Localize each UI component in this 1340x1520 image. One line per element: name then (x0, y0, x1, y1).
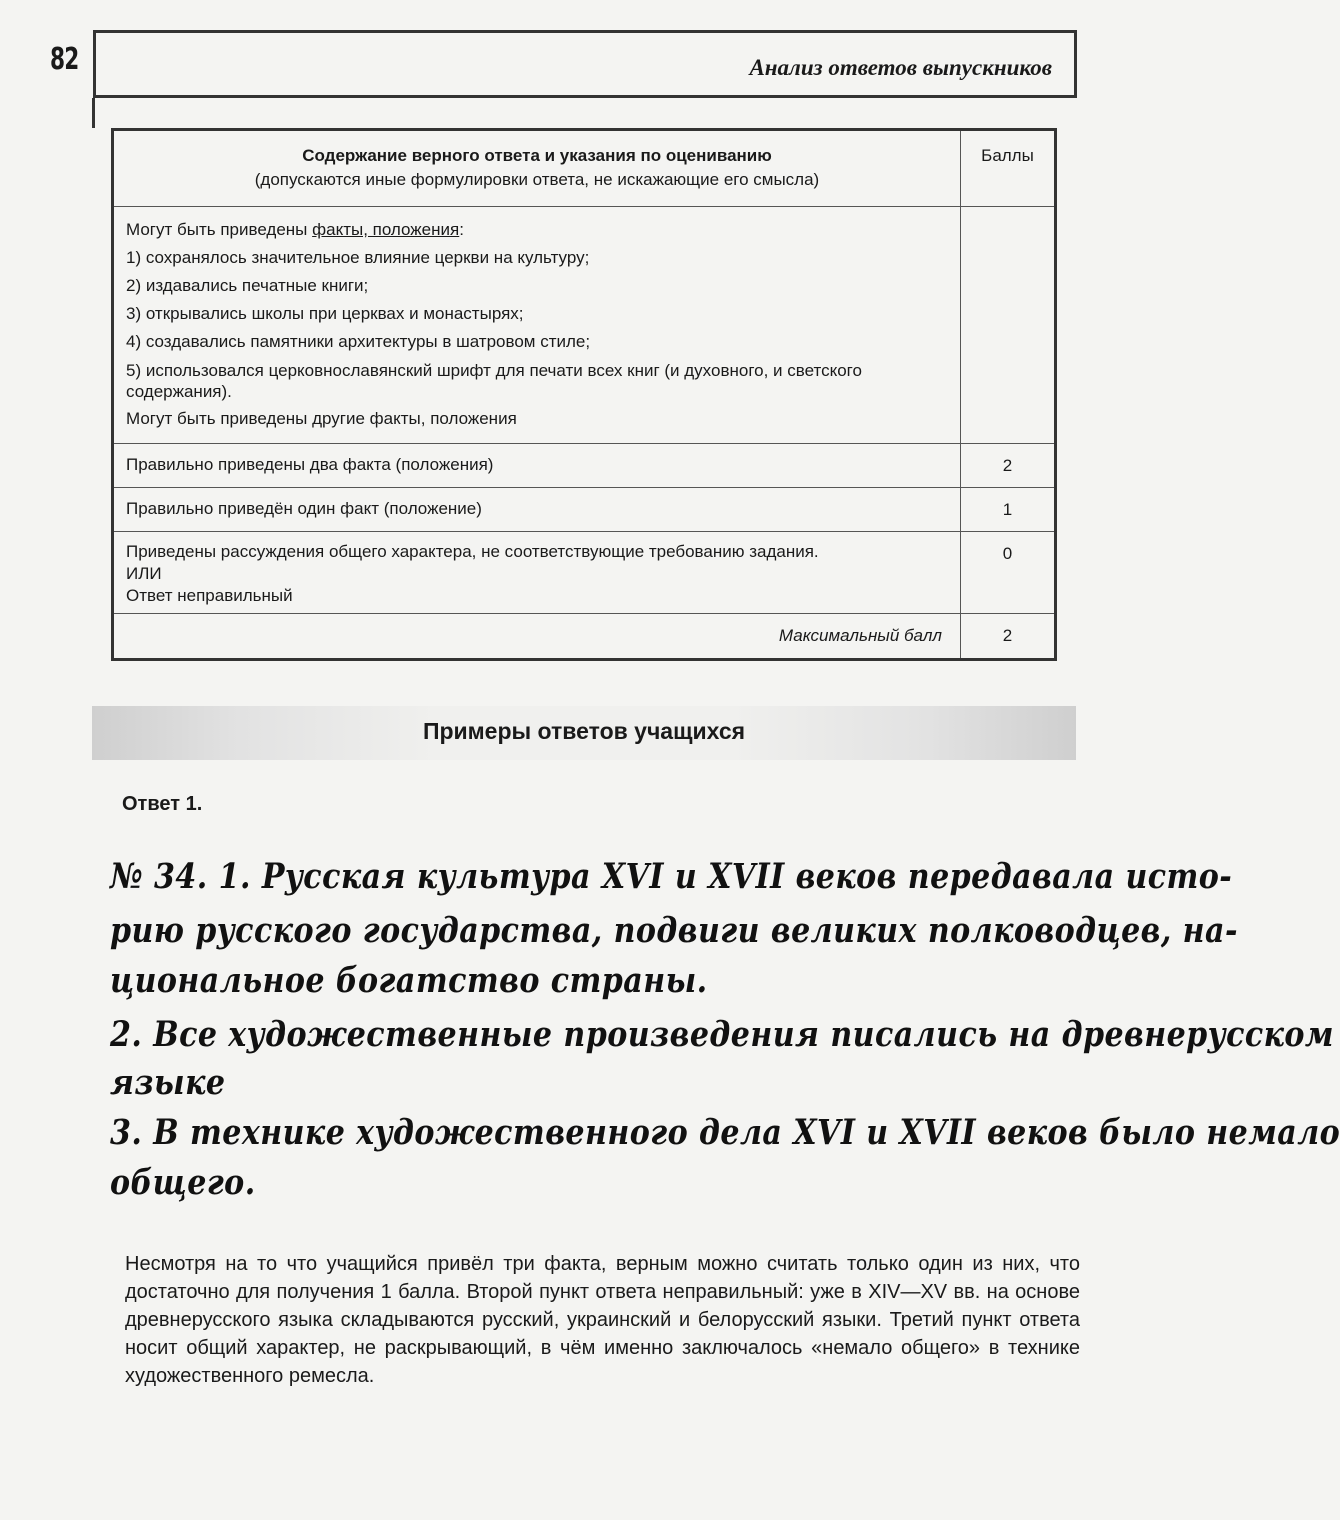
max-score-row (113, 614, 1056, 660)
criteria-header-title: Содержание верного ответа и указания по оцениванию (302, 146, 772, 165)
zero-line-3: Ответ неправильный (126, 586, 293, 605)
facts-row (113, 207, 1056, 444)
score-row (113, 488, 1056, 532)
fact-item: 2) издавались печатные книги; (126, 276, 369, 295)
page-number: 82 (50, 42, 79, 77)
grading-table (111, 128, 1057, 661)
handwritten-line: циональное богатство страны. (110, 960, 708, 1001)
running-title: Анализ ответов выпускников (749, 55, 1052, 80)
facts-outro: Могут быть приведены другие факты, положения (126, 409, 517, 428)
facts-intro-suffix: : (459, 220, 464, 239)
examiner-comment: Несмотря на то что учащийся привёл три факта, верным можно считать только один из них, что достаточно для получения 1 балла. Второй пункт ответа неправильный: уже в XIV—XV вв. на основе древнерусского языка складываются русский, украинский и белорусский языки. Третий пункт ответа носит общий характер, не раскрывающий, в чём именно заключалось «немало общего» в технике художественного ремесла. (125, 1253, 1080, 1387)
header-divider (92, 98, 95, 128)
score-header: Баллы (961, 130, 1056, 207)
handwritten-line: общего. (110, 1162, 256, 1203)
facts-intro (126, 216, 948, 244)
max-score-value: 2 (961, 614, 1056, 660)
section-heading-band (92, 706, 1076, 760)
handwritten-line: 3. В технике художественного дела XVI и XVII веков было немало (110, 1112, 1340, 1153)
criterion-score: 1 (961, 488, 1056, 532)
fact-item: 4) создавались памятники архитектуры в шатровом стиле; (126, 332, 591, 351)
handwritten-line: № 34. 1. Русская культура XVI и XVII веков передавала исто- (110, 856, 1233, 897)
zero-line-1: Приведены рассуждения общего характера, не соответствующие требованию задания. (126, 542, 819, 561)
fact-item: 5) использовался церковнославянский шрифт для печати всех книг (и духовного, и светского содержания). (126, 361, 862, 401)
table-header-row (113, 130, 1056, 207)
handwritten-answer (110, 848, 1340, 1208)
facts-intro-prefix: Могут быть приведены (126, 220, 313, 239)
facts-intro-underlined: факты, положения (312, 220, 460, 239)
fact-item: 1) сохранялось значительное влияние церкви на культуру; (126, 248, 590, 267)
criterion-score: 2 (961, 444, 1056, 488)
zero-line-2: ИЛИ (126, 564, 162, 583)
criteria-header (113, 130, 961, 207)
criteria-header-note: (допускаются иные формулировки ответа, не искажающие его смысла) (254, 170, 820, 189)
criterion-text: Правильно приведены два факта (положения) (113, 444, 961, 488)
criterion-text: Правильно приведён один факт (положение) (113, 488, 961, 532)
facts-score-cell (961, 207, 1056, 444)
handwritten-line: 2. Все художественные произведения писались на древнерусском (110, 1014, 1334, 1055)
score-row-zero (113, 532, 1056, 614)
section-title: Примеры ответов учащихся (422, 718, 746, 744)
criterion-score-zero: 0 (961, 532, 1056, 614)
score-row (113, 444, 1056, 488)
max-score-label: Максимальный балл (113, 614, 961, 660)
handwritten-line: языке (110, 1062, 226, 1103)
fact-item: 3) открывались школы при церквах и монастырях; (126, 304, 524, 323)
facts-cell (113, 207, 961, 444)
handwritten-line: рию русского государства, подвиги великих полководцев, на- (110, 910, 1238, 951)
criterion-text-zero (113, 532, 961, 614)
answer-label: Ответ 1. (122, 793, 203, 815)
running-header (93, 30, 1077, 98)
